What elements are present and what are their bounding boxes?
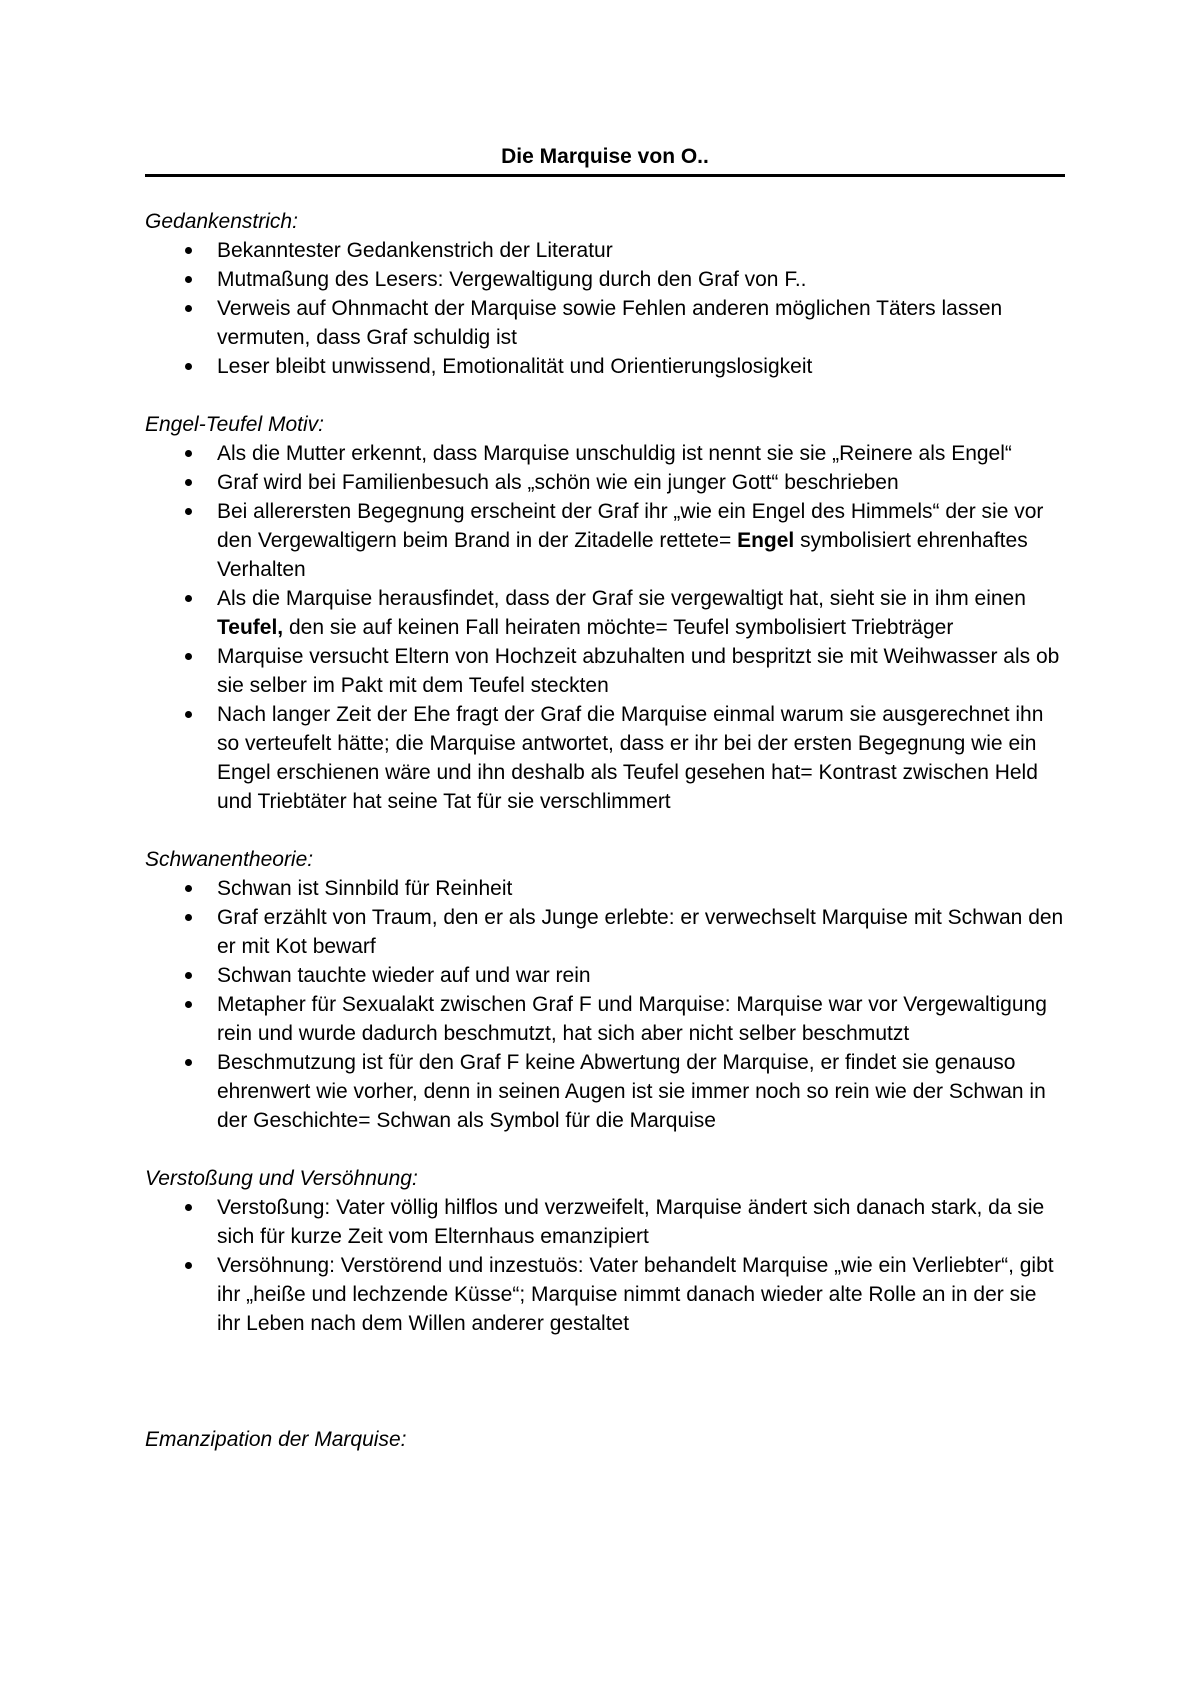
list-item bbox=[145, 352, 1065, 381]
bullet-icon bbox=[185, 653, 192, 660]
list-item bbox=[145, 990, 1065, 1048]
list-item-text: Schwan ist Sinnbild für Reinheit bbox=[217, 877, 513, 900]
list-item bbox=[145, 584, 1065, 642]
section-heading: Engel-Teufel Motiv: bbox=[145, 413, 324, 436]
bullet-icon bbox=[185, 595, 192, 602]
bullet-icon bbox=[185, 479, 192, 486]
list-item-text: Beschmutzung ist für den Graf F keine Abwertung der Marquise, er findet sie genauso ehrenwert wie vorher, denn in seinen Augen ist sie immer noch so rein wie der Schwan in der Geschichte= Schwan als Symbol für die Marquise bbox=[217, 1051, 1046, 1132]
list-item bbox=[145, 236, 1065, 265]
list-item-text: Als die Marquise herausfindet, dass der Graf sie vergewaltigt hat, sieht sie in ihm einen bbox=[217, 587, 1026, 610]
document-title: Die Marquise von O.. bbox=[501, 145, 709, 168]
bullet-icon bbox=[185, 885, 192, 892]
list-item bbox=[145, 1251, 1065, 1338]
bullet-list bbox=[145, 874, 1065, 1135]
section-verstossung-versoehnung bbox=[145, 1164, 1065, 1338]
list-item bbox=[145, 1193, 1065, 1251]
section-gedankenstrich bbox=[145, 207, 1065, 381]
bullet-icon bbox=[185, 914, 192, 921]
list-item bbox=[145, 700, 1065, 816]
list-item-text: Nach langer Zeit der Ehe fragt der Graf die Marquise einmal warum sie ausgerechnet ihn so verteufelt hätte; die Marquise antwortet, dass er ihr bei der ersten Begegnung wie ein Engel erschienen wäre und ihn deshalb als Teufel gesehen hat= Kontrast zwischen Held und Triebtäter hat seine Tat für sie verschlimmert bbox=[217, 703, 1044, 813]
list-item-text: Marquise versucht Eltern von Hochzeit abzuhalten und bespritzt sie mit Weihwasser als ob sie selber im Pakt mit dem Teufel steckten bbox=[217, 645, 1060, 697]
list-item bbox=[145, 294, 1065, 352]
bullet-icon bbox=[185, 1204, 192, 1211]
title-underline bbox=[145, 174, 1065, 177]
list-item bbox=[145, 1048, 1065, 1135]
list-item bbox=[145, 642, 1065, 700]
section-engel-teufel-motiv bbox=[145, 410, 1065, 816]
list-item bbox=[145, 265, 1065, 294]
list-item bbox=[145, 497, 1065, 584]
section-heading: Gedankenstrich: bbox=[145, 210, 298, 233]
list-item-text: Versöhnung: Verstörend und inzestuös: Vater behandelt Marquise „wie ein Verliebter“, gibt ihr „heiße und lechzende Küsse“; Marquise nimmt danach wieder alte Rolle an in der sie ihr Leben nach dem Willen anderer gestaltet bbox=[217, 1254, 1054, 1335]
list-item-text: Bei allerersten Begegnung erscheint der Graf ihr „wie ein Engel des Himmels“ der sie vor den Vergewaltigern beim Brand in der Zitadelle rettete= bbox=[217, 500, 1044, 552]
bullet-icon bbox=[185, 1001, 192, 1008]
section-heading: Schwanentheorie: bbox=[145, 848, 314, 871]
list-item-text: Schwan tauchte wieder auf und war rein bbox=[217, 964, 591, 987]
list-item-text: Mutmaßung des Lesers: Vergewaltigung durch den Graf von F.. bbox=[217, 268, 807, 291]
list-item-text-cont: symbolisiert ehrenhaftes Verhalten bbox=[217, 529, 1028, 581]
list-item-text: Metapher für Sexualakt zwischen Graf F und Marquise: Marquise war vor Vergewaltigung rein und wurde dadurch beschmutzt, hat sich aber nicht selber beschmutzt bbox=[217, 993, 1047, 1045]
section-schwanentheorie bbox=[145, 845, 1065, 1135]
bullet-icon bbox=[185, 972, 192, 979]
list-item bbox=[145, 903, 1065, 961]
bullet-icon bbox=[185, 363, 192, 370]
bullet-icon bbox=[185, 1262, 192, 1269]
bullet-icon bbox=[185, 711, 192, 718]
list-item-text-cont: den sie auf keinen Fall heiraten möchte= Teufel symbolisiert Triebträger bbox=[283, 616, 954, 639]
list-item bbox=[145, 874, 1065, 903]
emphasis-teufel: Teufel, bbox=[217, 616, 284, 639]
section-emanzipation bbox=[145, 1425, 1065, 1454]
section-heading: Verstoßung und Versöhnung: bbox=[145, 1167, 418, 1190]
bullet-list bbox=[145, 236, 1065, 381]
list-item bbox=[145, 961, 1065, 990]
list-item-text: Graf erzählt von Traum, den er als Junge erlebte: er verwechselt Marquise mit Schwan den er mit Kot bewarf bbox=[217, 906, 1064, 958]
bullet-icon bbox=[185, 450, 192, 457]
list-item-text: Graf wird bei Familienbesuch als „schön wie ein junger Gott“ beschrieben bbox=[217, 471, 899, 494]
bullet-list bbox=[145, 439, 1065, 816]
list-item-text: Verstoßung: Vater völlig hilflos und verzweifelt, Marquise ändert sich danach stark, da sie sich für kurze Zeit vom Elternhaus emanzipiert bbox=[217, 1196, 1045, 1248]
bullet-icon bbox=[185, 1059, 192, 1066]
bullet-icon bbox=[185, 247, 192, 254]
section-heading: Emanzipation der Marquise: bbox=[145, 1428, 407, 1451]
document-body bbox=[145, 207, 1065, 1483]
list-item-text: Als die Mutter erkennt, dass Marquise unschuldig ist nennt sie sie „Reinere als Engel“ bbox=[217, 442, 1012, 465]
bullet-icon bbox=[185, 276, 192, 283]
list-item-text: Leser bleibt unwissend, Emotionalität und Orientierungslosigkeit bbox=[217, 355, 813, 378]
bullet-list bbox=[145, 1193, 1065, 1338]
list-item bbox=[145, 468, 1065, 497]
bullet-icon bbox=[185, 508, 192, 515]
list-item bbox=[145, 439, 1065, 468]
list-item-text: Bekanntester Gedankenstrich der Literatur bbox=[217, 239, 613, 262]
emphasis-engel: Engel bbox=[737, 529, 795, 552]
list-item-text: Verweis auf Ohnmacht der Marquise sowie Fehlen anderen möglichen Täters lassen vermuten, dass Graf schuldig ist bbox=[217, 297, 1003, 349]
bullet-icon bbox=[185, 305, 192, 312]
